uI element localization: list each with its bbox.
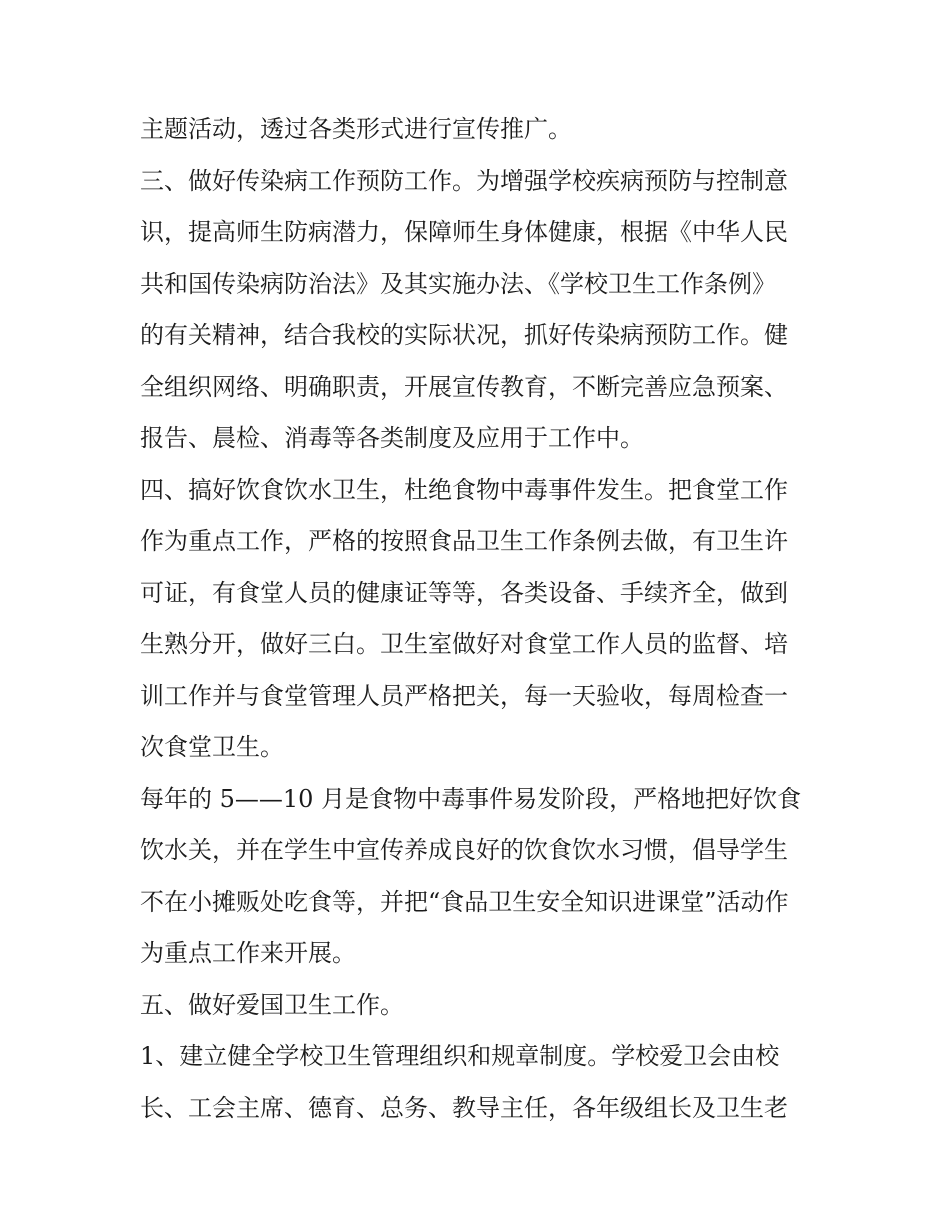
document-body [140,104,820,1134]
text-line: 可证，有食堂人员的健康证等等，各类设备、手续齐全，做到 [140,578,788,607]
text-line: 长、工会主席、德育、总务、教导主任，各年级组长及卫生老 [140,1093,788,1122]
text-line: 生熟分开，做好三白。卫生室做好对食堂工作人员的监督、培 [140,630,788,658]
text-line: 不在小摊贩处吃食等，并把“食品卫生安全知识进课堂”活动作 [140,887,789,916]
text-line: 训工作并与食堂管理人员严格把关，每一天验收，每周检查一 [140,681,788,710]
text-line: 次食堂卫生。 [140,733,284,761]
text-line: 识，提高师生防病潜力，保障师生身体健康，根据《中华人民 [140,218,788,246]
text-line: 四、搞好饮食饮水卫生，杜绝食物中毒事件发生。把食堂工作 [140,475,788,504]
text-line: 报告、晨检、消毒等各类制度及应用于工作中。 [140,424,644,452]
text-line: 共和国传染病防治法》及其实施办法、《学校卫生工作条例》 [140,269,776,298]
text-line: 饮水关，并在学生中宣传养成良好的饮食饮水习惯，倡导学生 [140,836,788,864]
text-line: 全组织网络、明确职责，开展宣传教育，不断完善应急预案、 [140,372,788,401]
text-line: 的有关精神，结合我校的实际状况，抓好传染病预防工作。健 [140,321,788,349]
text-line: 为重点工作来开展。 [140,939,356,967]
text-line: 1、建立健全学校卫生管理组织和规章制度。学校爱卫会由校 [140,1042,780,1070]
text-line: 三、做好传染病工作预防工作。为增强学校疾病预防与控制意 [140,166,788,195]
text-line: 主题活动，透过各类形式进行宣传推广。 [140,115,572,143]
text-line: 五、做好爱国卫生工作。 [140,990,404,1019]
text-line: 每年的 5——10 月是食物中毒事件易发阶段，严格地把好饮食 [140,784,802,813]
text-line: 作为重点工作，严格的按照食品卫生工作条例去做，有卫生许 [140,527,788,555]
